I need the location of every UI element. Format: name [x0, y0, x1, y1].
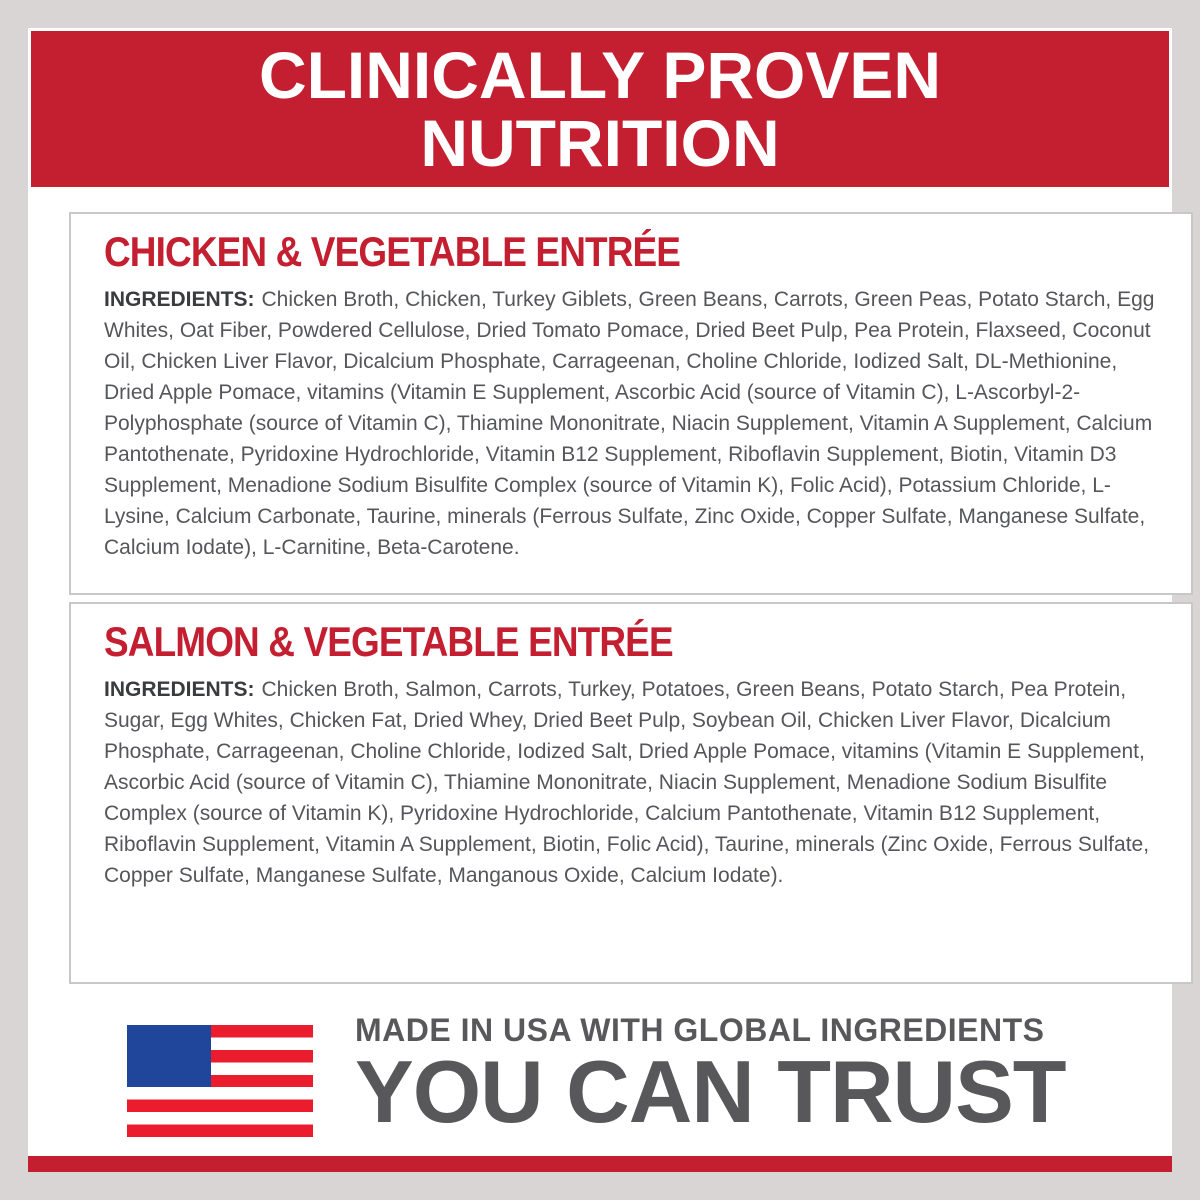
footer-headline: YOU CAN TRUST	[355, 1042, 1066, 1141]
usa-flag-icon	[127, 1025, 313, 1137]
bottom-red-bar	[28, 1156, 1172, 1172]
header-banner	[31, 31, 1169, 187]
ingredients-text-chicken: Chicken Broth, Chicken, Turkey Giblets, Green Beans, Carrots, Green Peas, Potato Starch, Egg Whites, Oat Fiber, Powdered Cellulose, Dried Tomato Pomace, Dried Beet Pulp, Pea Protein, Flaxseed, Coconut Oil, Chicken Liver Flavor, Dicalcium Phosphate, Carrageenan, Choline Chloride, Iodized Salt, DL-Methionine, Dried Apple Pomace, vitamins (Vitamin E Supplement, Ascorbic Acid (source of Vitamin C), L-Ascorbyl-2- Polyphosphate (source of Vitamin C), Thiamine Mononitrate, Niacin Supplement, Vitamin A Supplement, Calcium Pantothenate, Pyridoxine Hydrochloride, Vitamin B12 Supplement, Riboflavin Supplement, Biotin, Vitamin D3 Supplement, Menadione Sodium Bisulfite Complex (source of Vitamin K), Folic Acid), Potassium Chloride, L-Lysine, Calcium Carbonate, Taurine, minerals (Ferrous Sulfate, Zinc Oxide, Copper Sulfate, Manganese Sulfate, Calcium Iodate), L-Carnitine, Beta-Carotene.	[104, 288, 1155, 559]
section-card-chicken	[69, 212, 1193, 595]
banner-line-1: CLINICALLY PROVEN	[258, 38, 942, 112]
ingredients-text-salmon: Chicken Broth, Salmon, Carrots, Turkey, Potatoes, Green Beans, Potato Starch, Pea Protein, Sugar, Egg Whites, Chicken Fat, Dried Whey, Dried Beet Pulp, Soybean Oil, Chicken Liver Flavor, Dicalcium Phosphate, Carrageenan, Choline Chloride, Iodized Salt, Dried Apple Pomace, vitamins (Vitamin E Supplement, Ascorbic Acid (source of Vitamin C), Thiamine Mononitrate, Niacin Supplement, Menadione Sodium Bisulfite Complex (source of Vitamin K), Pyridoxine Hydrochloride, Calcium Pantothenate, Vitamin B12 Supplement, Riboflavin Supplement, Vitamin A Supplement, Biotin, Folic Acid), Taurine, minerals (Zinc Oxide, Ferrous Sulfate, Copper Sulfate, Manganese Sulfate, Manganous Oxide, Calcium Iodate).	[104, 678, 1150, 887]
flag-canton	[127, 1025, 211, 1087]
section-title-chicken: CHICKEN & VEGETABLE ENTRÉE	[104, 228, 681, 275]
ingredients-paragraph-chicken	[104, 284, 1158, 563]
ingredients-label: INGREDIENTS:	[104, 678, 255, 701]
ingredients-paragraph-salmon	[104, 674, 1158, 891]
banner-line-2: NUTRITION	[420, 106, 780, 180]
ingredients-label: INGREDIENTS:	[104, 288, 255, 311]
section-card-salmon	[69, 602, 1193, 984]
made-in-usa-footer	[127, 1012, 1109, 1141]
footer-text-block	[355, 1012, 1081, 1141]
content-panel	[28, 28, 1172, 1172]
section-title-salmon: SALMON & VEGETABLE ENTRÉE	[104, 618, 673, 665]
footer-tagline: MADE IN USA WITH GLOBAL INGREDIENTS	[355, 1012, 1045, 1048]
